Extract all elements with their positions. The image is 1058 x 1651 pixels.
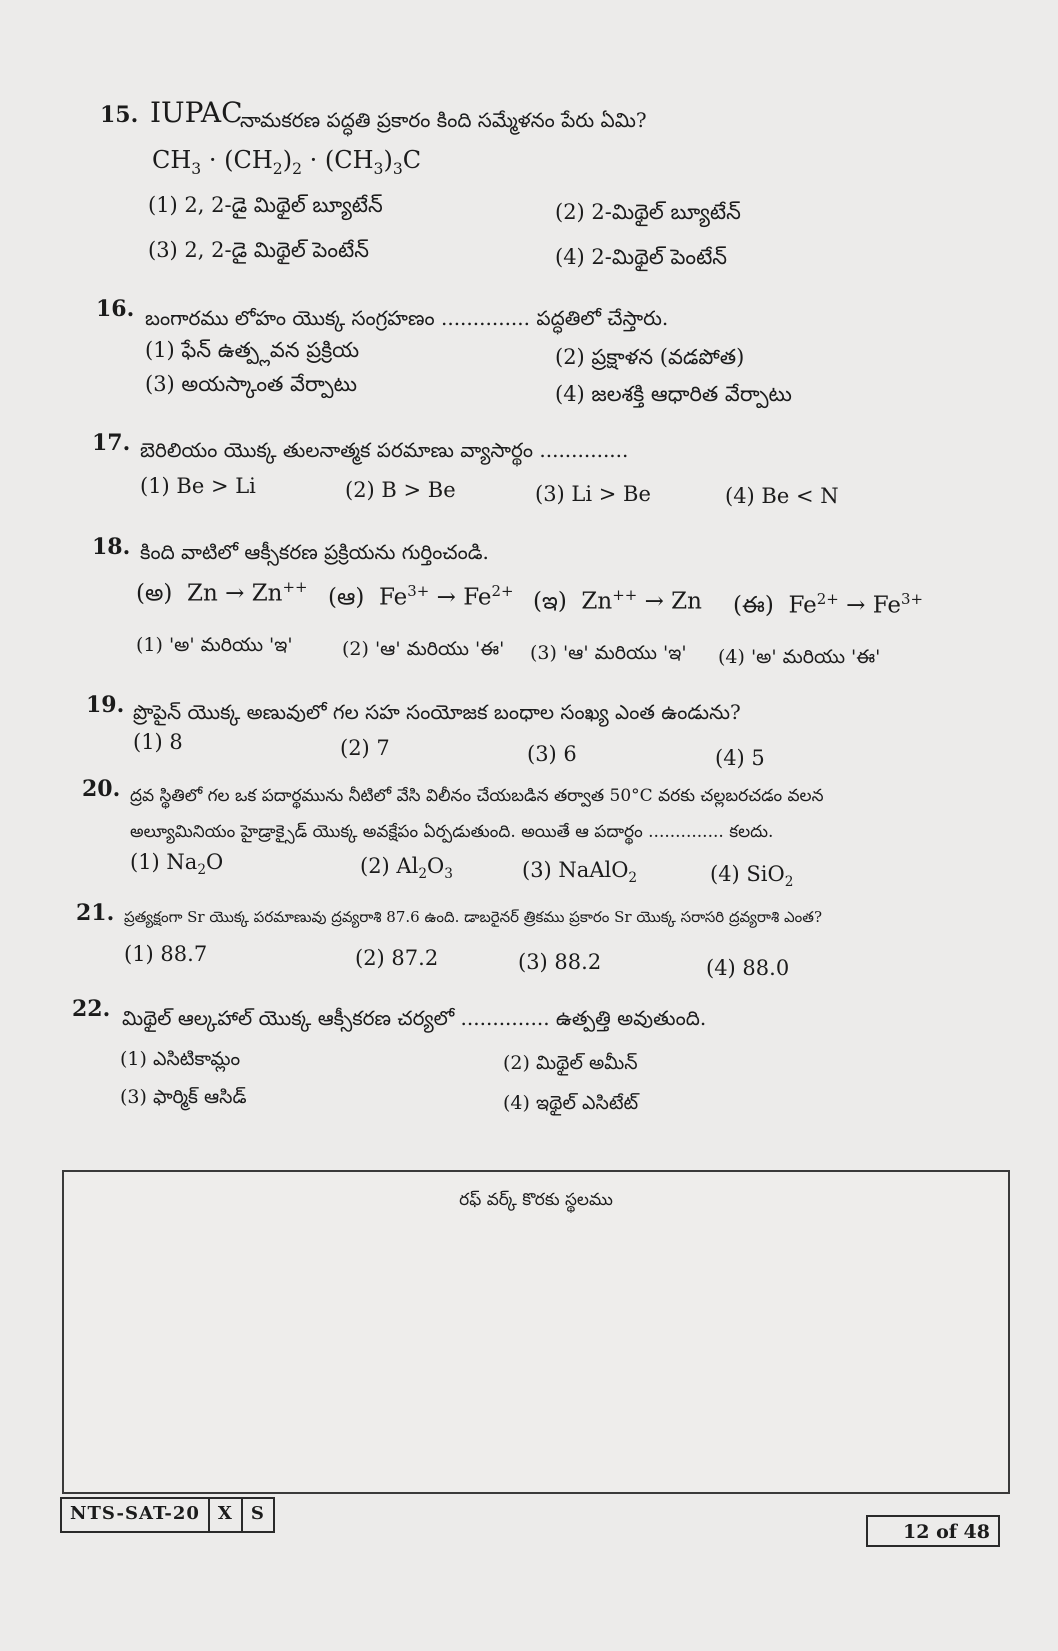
option-2[interactable]: (2) $Al_2O_3$ (360, 854, 453, 883)
option-4[interactable]: (4) 5 (715, 746, 765, 770)
question-text: బెరిలియం యొక్క తులనాత్మక పరమాణు వ్యాసార్థం .............. (140, 438, 629, 462)
option-2[interactable]: (2) 87.2 (355, 946, 439, 970)
option-2[interactable]: (2) 7 (340, 736, 390, 760)
option-2[interactable]: (2) 2-మిథైల్ బ్యూటేన్ (555, 200, 741, 224)
option-4[interactable]: (4) 'అ' మరియు 'ఈ' (718, 646, 881, 668)
option-2[interactable]: (2) ప్రక్షాళన (వడపోత) (555, 345, 745, 369)
question-text-line-2: అల్యూమినియం హైడ్రాక్సైడ్ యొక్క అవక్షేపం ఏర్పడుతుంది. అయితే ఆ పదార్థం .............. కలదు. (130, 822, 774, 842)
option-3[interactable]: (3) 'ఆ' మరియు 'ఇ' (530, 642, 687, 664)
question-number: 17. (92, 430, 131, 456)
question-text: ప్రొపైన్ యొక్క అణువులో గల సహ సంయోజక బంధాల సంఖ్య ఎంత ఉండును? (133, 700, 741, 724)
page-number: 12 of 48 (866, 1515, 1000, 1547)
option-1[interactable]: (1) ఫేన్ ఉత్ప్లవన ప్రక్రియ (145, 338, 360, 362)
question-number: 19. (86, 692, 125, 718)
question-text: బంగారము లోహం యొక్క సంగ్రహణం .............. పద్ధతిలో చేస్తారు. (145, 306, 669, 330)
question-text-prefix: IUPAC (150, 96, 243, 129)
medium-code: S (250, 1503, 265, 1524)
option-4[interactable]: (4) 88.0 (706, 956, 790, 980)
option-4[interactable]: (4) SiO$_2$ (710, 862, 794, 891)
paper-code-box (60, 1497, 275, 1533)
question-number: 15. (100, 102, 139, 128)
question-number: 22. (72, 996, 111, 1022)
question-number: 21. (76, 900, 115, 926)
option-3[interactable]: (3) 88.2 (518, 950, 602, 974)
reaction-b[interactable]: (ఆ) $Fe^{3+} \to Fe^{2+}$ (328, 582, 514, 611)
option-1[interactable]: (1) Be > Li (140, 474, 256, 498)
reaction-c[interactable]: (ఇ) Zn++ → Zn (533, 586, 702, 615)
option-1[interactable]: (1) ఎసిటికామ్లం (120, 1048, 241, 1070)
question-text: ద్రవ స్థితిలో గల ఒక పదార్థమును నీటిలో వేసి విలీనం చేయబడిన తర్వాత 50°C వరకు చల్లబరచడం వలన (130, 786, 824, 806)
option-3[interactable]: (3) ఫార్మిక్ ఆసిడ్ (120, 1086, 247, 1108)
question-number: 16. (96, 296, 135, 322)
option-2[interactable]: (2) మిథైల్ అమీన్ (503, 1052, 638, 1074)
option-3[interactable]: (3) అయస్కాంత వేర్పాటు (145, 372, 358, 396)
option-3[interactable]: (3) 6 (527, 742, 577, 766)
option-4[interactable]: (4) ఇథైల్ ఎసిటేట్ (503, 1092, 639, 1114)
option-1[interactable]: (1) $Na_2O$ (130, 850, 224, 879)
option-1[interactable]: (1) 'అ' మరియు 'ఇ' (136, 634, 293, 656)
option-4[interactable]: (4) Be < N (725, 484, 839, 508)
rough-work-area (62, 1170, 1010, 1494)
option-3[interactable]: (3) 2, 2-డై మిథైల్ పెంటేన్ (148, 238, 369, 262)
paper-code: NTS-SAT-20 (62, 1499, 210, 1531)
question-text: ప్రత్యక్షంగా Sr యొక్క పరమాణువు ద్రవ్యరాశి 87.6 ఉంది. డాబరైనర్ త్రికము ప్రకారం Sr యొక్క సరాసరి ద్రవ్యరాశి ఎంత? (124, 908, 822, 926)
question-text: కింది వాటిలో ఆక్సీకరణ ప్రక్రియను గుర్తించండి. (140, 540, 489, 564)
reaction-a[interactable]: (అ) Zn → Zn++ (136, 578, 308, 607)
option-4[interactable]: (4) 2-మిథైల్ పెంటేన్ (555, 245, 728, 269)
question-number: 18. (92, 534, 131, 560)
option-1[interactable]: (1) 8 (133, 730, 183, 754)
option-2[interactable]: (2) 'ఆ' మరియు 'ఈ' (342, 638, 505, 660)
option-1[interactable]: (1) 88.7 (124, 942, 208, 966)
reaction-d[interactable]: (ఈ) $Fe^{2+} \to Fe^{3+}$ (733, 590, 924, 619)
question-text: నామకరణ పద్ధతి ప్రకారం కింది సమ్మేళనం పేరు ఏమి? (240, 108, 647, 132)
option-1[interactable]: (1) 2, 2-డై మిథైల్ బ్యూటేన్ (148, 193, 383, 217)
option-3[interactable]: (3) NaAlO$_2$ (522, 858, 638, 887)
option-4[interactable]: (4) జలశక్తి ఆధారిత వేర్పాటు (555, 382, 792, 406)
question-text: మిథైల్ ఆల్కహాల్ యొక్క ఆక్సీకరణ చర్యలో .............. ఉత్పత్తి అవుతుంది. (122, 1006, 707, 1030)
rough-work-label: రఫ్ వర్క్ కొరకు స్థలము (459, 1190, 613, 1210)
option-3[interactable]: (3) Li > Be (535, 482, 651, 506)
chemical-formula: $CH_3 \cdot (CH_2)_2 \cdot (CH_3)_3C$ (152, 146, 422, 178)
class-code: X (210, 1499, 243, 1531)
question-number: 20. (82, 776, 121, 802)
option-2[interactable]: (2) B > Be (345, 478, 456, 502)
